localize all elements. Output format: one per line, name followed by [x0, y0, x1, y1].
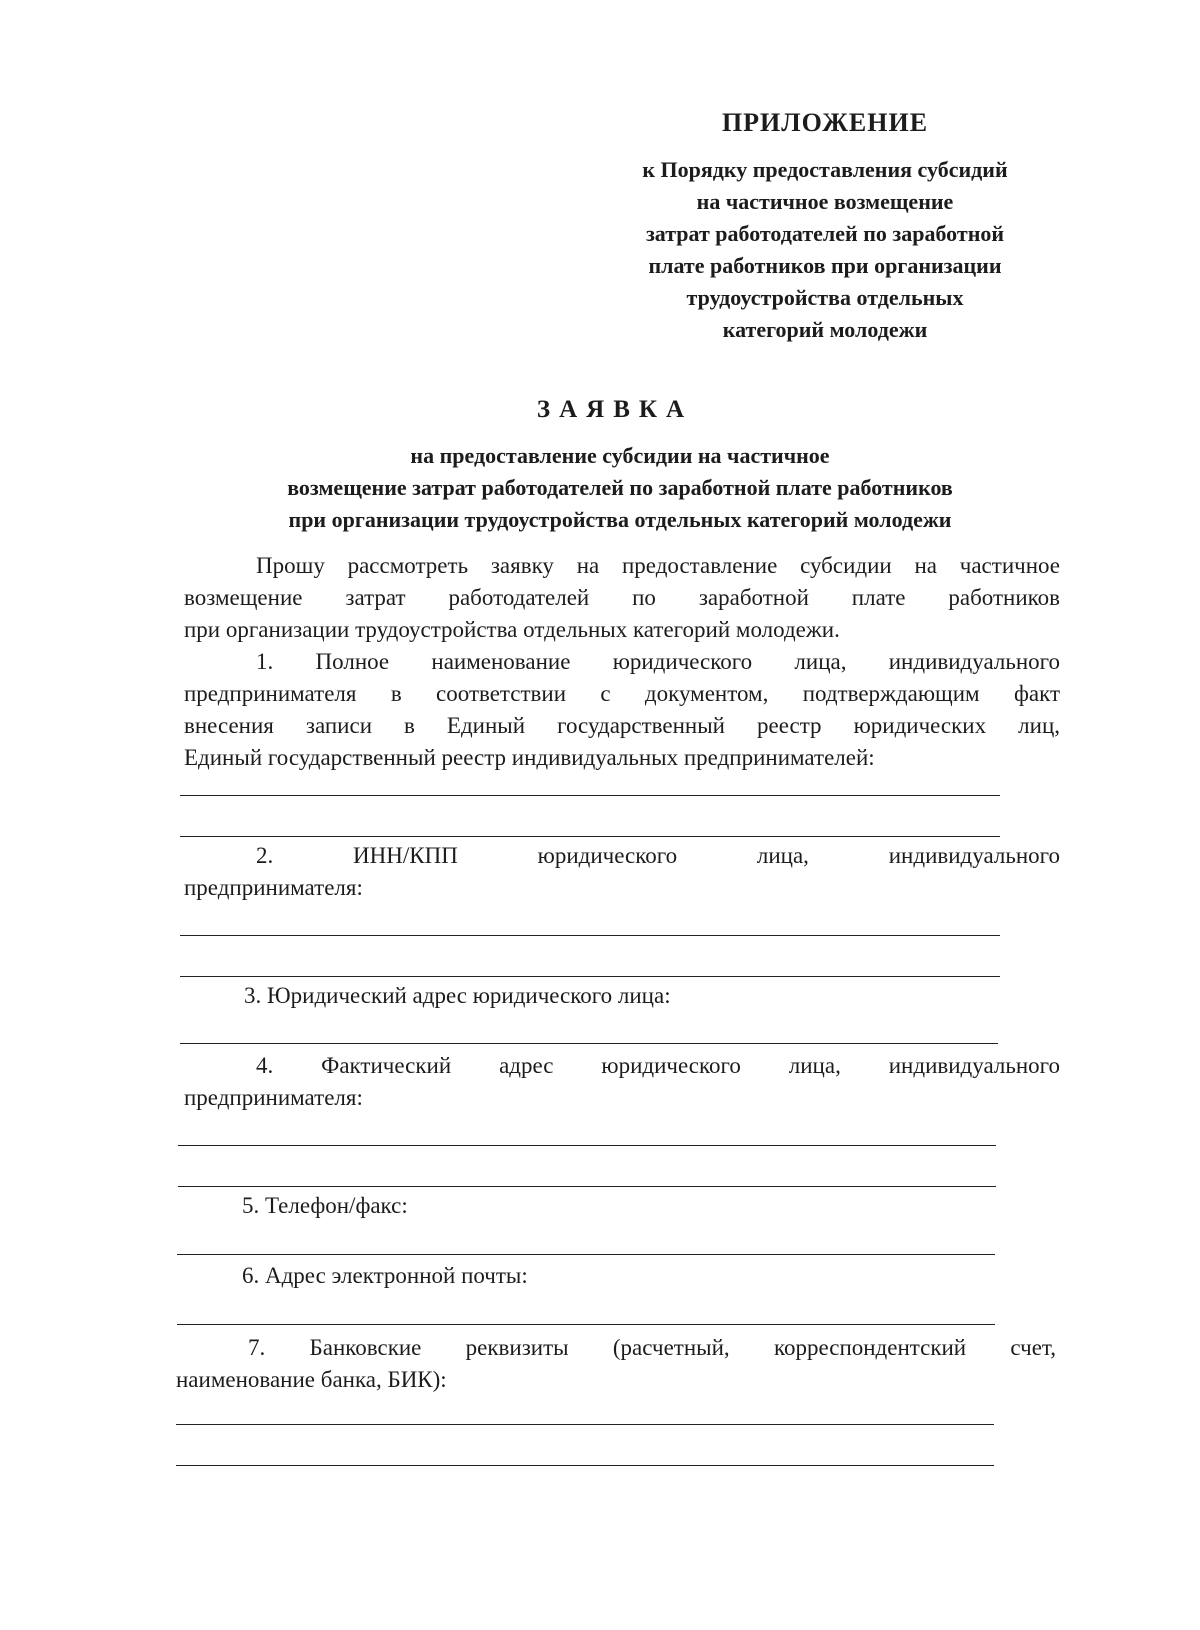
item-6-label: 6. Адрес электронной почты: — [242, 1263, 528, 1288]
item-2-line: предпринимателя: — [184, 875, 363, 900]
item-2-fill-line — [180, 976, 1000, 977]
appendix-line: плате работников при организации — [648, 253, 1002, 278]
item-4-line: 4. Фактический адрес юридического лица, индивидуального — [256, 1053, 1060, 1078]
item-2-line: 2. ИНН/КПП юридического лица, индивидуального — [256, 843, 1060, 868]
document-title: ЗАЯВКА — [536, 396, 694, 423]
appendix-line: категорий молодежи — [722, 317, 928, 342]
appendix-line: к Порядку предоставления субсидий — [642, 157, 1008, 182]
item-6-fill-line — [177, 1324, 995, 1325]
item-7-fill-line — [176, 1424, 994, 1425]
subtitle-line: на предоставление субсидии на частичное — [410, 443, 830, 468]
item-4-fill-line — [178, 1186, 996, 1187]
appendix-header — [590, 108, 1060, 346]
appendix-line: трудоустройства отдельных — [686, 285, 964, 310]
appendix-line: на частичное возмещение — [696, 189, 954, 214]
intro-line: возмещение затрат работодателей по заработной плате работников — [184, 585, 1060, 610]
item-4-line: предпринимателя: — [184, 1085, 363, 1110]
subtitle-line: при организации трудоустройства отдельных категорий молодежи — [288, 507, 952, 532]
item-1-line: 1. Полное наименование юридического лица, индивидуального — [256, 649, 1060, 674]
item-1-fill-line — [180, 836, 1000, 837]
item-1-paragraph — [184, 646, 1060, 774]
item-2-fill-line — [180, 935, 1000, 936]
item-7-line: наименование банка, БИК): — [176, 1367, 447, 1392]
item-5-label: 5. Телефон/факс: — [242, 1193, 408, 1218]
item-7-paragraph — [176, 1332, 1056, 1396]
item-4-fill-line — [178, 1145, 996, 1146]
item-7-fill-line — [176, 1465, 994, 1466]
intro-line: Прошу рассмотреть заявку на предоставление субсидии на частичное — [256, 553, 1060, 578]
item-1-line: внесения записи в Единый государственный реестр юридических лиц, — [184, 713, 1060, 738]
item-7-line: 7. Банковские реквизиты (расчетный, корреспондентский счет, — [248, 1335, 1056, 1360]
item-1-line: Единый государственный реестр индивидуальных предпринимателей: — [184, 745, 875, 770]
intro-line: при организации трудоустройства отдельных категорий молодежи. — [184, 617, 840, 642]
item-2-paragraph — [184, 840, 1060, 904]
appendix-line: затрат работодателей по заработной — [645, 221, 1005, 246]
item-1-fill-line — [180, 795, 1000, 796]
appendix-title: ПРИЛОЖЕНИЕ — [721, 108, 929, 137]
item-5-fill-line — [177, 1254, 995, 1255]
item-3-label: 3. Юридический адрес юридического лица: — [244, 983, 671, 1008]
subtitle-line: возмещение затрат работодателей по заработной плате работников — [287, 475, 953, 500]
item-1-line: предпринимателя в соответствии с документом, подтверждающим факт — [184, 681, 1060, 706]
document-subtitle — [180, 440, 1060, 536]
intro-paragraph — [184, 550, 1060, 646]
item-4-paragraph — [184, 1050, 1060, 1114]
item-3-fill-line — [180, 1043, 998, 1044]
